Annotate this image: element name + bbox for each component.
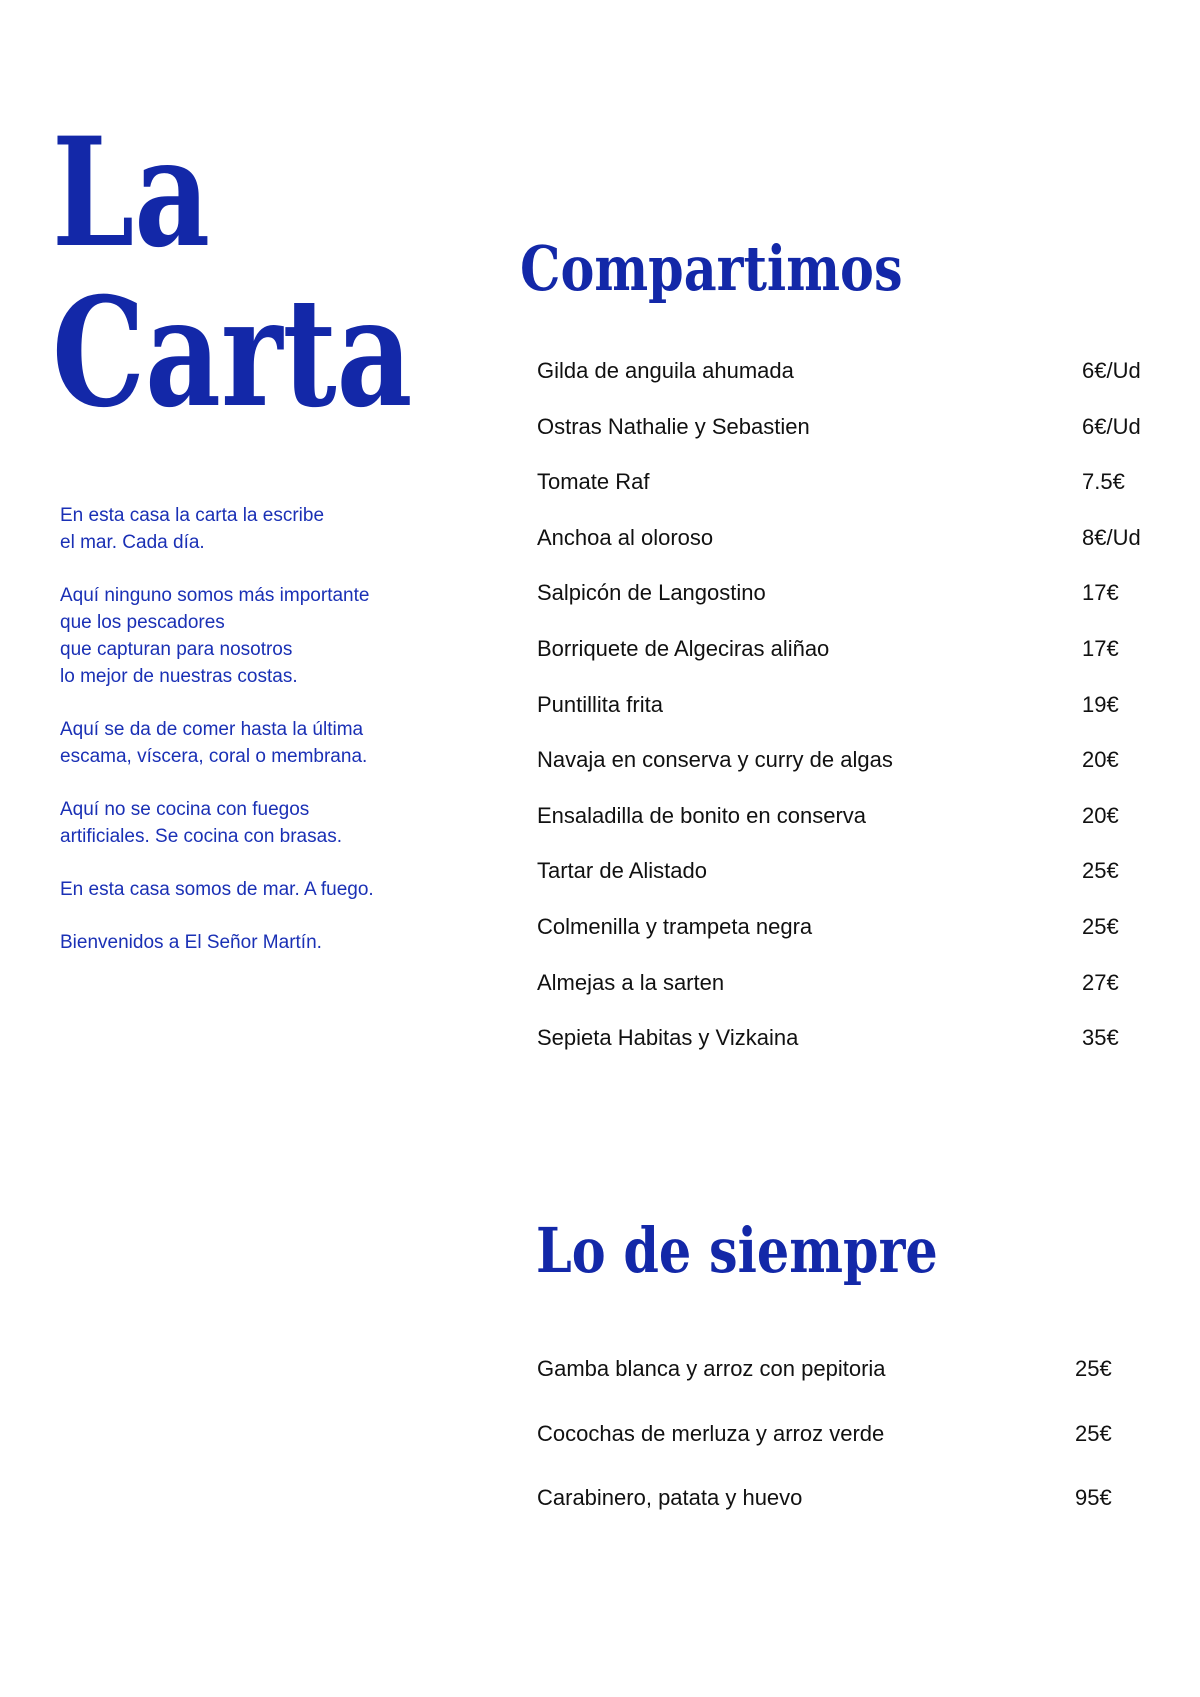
section-title-compartimos: Compartimos [520,232,903,305]
menu-item-name: Navaja en conserva y curry de algas [537,747,893,773]
menu-item-price: 8€/Ud [1082,524,1141,550]
menu-item-price: 25€ [1075,1420,1112,1446]
menu-item-price: 17€ [1082,580,1119,606]
menu-item-name: Ensaladilla de bonito en conserva [537,802,867,828]
menu-item-name: Ostras Nathalie y Sebastien [537,413,810,439]
title-la: La [52,105,211,281]
menu-item-price: 25€ [1082,858,1119,884]
menu-item-name: Borriquete de Algeciras aliñao [537,635,830,661]
menu-item [537,525,1157,581]
menu-item [537,970,1157,1026]
menu-item-name: Tartar de Alistado [537,858,707,884]
menu-item-price: 6€/Ud [1082,413,1141,439]
menu-item-price: 35€ [1082,1025,1119,1051]
menu-item-price: 25€ [1075,1356,1112,1381]
menu-item-name: Anchoa al oloroso [537,524,714,550]
menu-item-price: 6€/Ud [1082,358,1141,383]
menu-item-price: 95€ [1075,1485,1112,1510]
menu-item [537,914,1157,970]
menu-item-name: Tomate Raf [537,469,650,495]
menu-item [537,692,1157,748]
menu-item-price: 7.5€ [1082,469,1125,495]
menu-item [537,1356,1157,1421]
menu-item-price: 17€ [1082,635,1119,661]
menu-item-name: Almejas a la sarten [537,969,725,995]
intro-paragraph: En esta casa la carta la escribe el mar. Cada día. [60,505,325,553]
menu-item [537,469,1157,525]
menu-item [537,636,1157,692]
menu-item [537,803,1157,859]
menu-item-name: Salpicón de Langostino [537,580,766,606]
menu-item [537,580,1157,636]
menu-item-price: 25€ [1082,913,1119,939]
intro-paragraph: Bienvenidos a El Señor Martín. [60,932,322,953]
menu-list-lo-de-siempre [537,1356,1157,1550]
menu-item [537,358,1157,414]
menu-item-name: Carabinero, patata y huevo [537,1485,803,1510]
menu-item-price: 19€ [1082,691,1119,717]
intro-paragraph: En esta casa somos de mar. A fuego. [60,879,374,900]
menu-item [537,1485,1157,1550]
menu-item-name: Gilda de anguila ahumada [537,358,794,383]
menu-item [537,414,1157,470]
menu-item-name: Gamba blanca y arroz con pepitoria [537,1356,886,1381]
title-carta: Carta [52,265,413,441]
menu-item-name: Cocochas de merluza y arroz verde [537,1420,885,1446]
menu-item [537,1421,1157,1486]
menu-item-price: 20€ [1082,802,1119,828]
intro-paragraph: Aquí se da de comer hasta la última escama, víscera, coral o membrana. [60,719,368,767]
menu-item-price: 27€ [1082,969,1119,995]
menu-item-price: 20€ [1082,747,1119,773]
menu-item-name: Puntillita frita [537,691,663,717]
menu-item-name: Colmenilla y trampeta negra [537,913,813,939]
menu-item [537,1025,1157,1081]
section-title-lo-de-siempre: Lo de siempre [536,1214,938,1287]
intro-text [60,502,440,982]
menu-item-name: Sepieta Habitas y Vizkaina [537,1025,799,1051]
intro-paragraph: Aquí ninguno somos más importante que los pescadores que capturan para nosotros lo mejor de nuestras costas. [60,585,370,687]
menu-item [537,747,1157,803]
menu-item [537,858,1157,914]
menu-list-compartimos [537,358,1157,1081]
intro-paragraph: Aquí no se cocina con fuegos artificiales. Se cocina con brasas. [60,799,342,847]
